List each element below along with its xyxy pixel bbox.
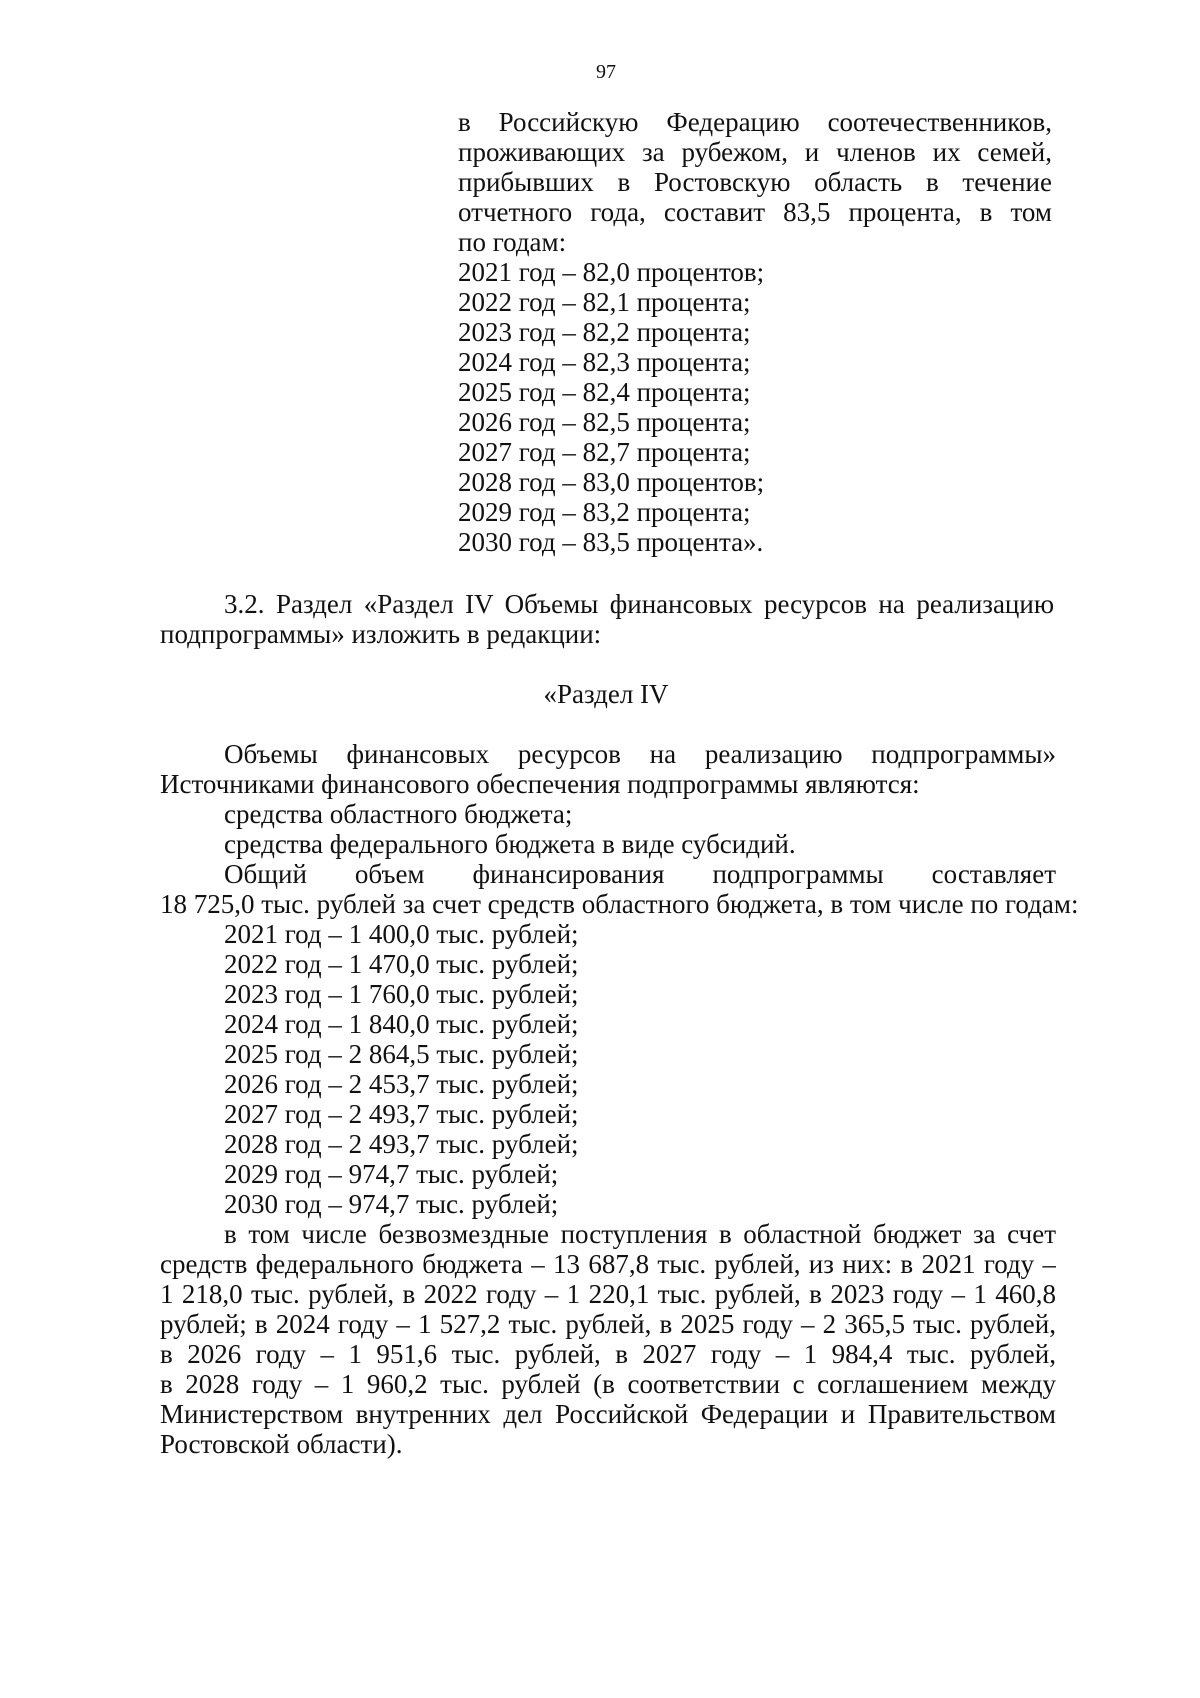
continuation-line: прибывших в Ростовскую область в течение xyxy=(458,167,1052,197)
indicator-year-item: 2026 год – 82,5 процента; xyxy=(458,407,751,437)
funding-year-item: 2027 год – 2 493,7 тыс. рублей; xyxy=(224,1099,579,1129)
funding-year-item: 2022 год – 1 470,0 тыс. рублей; xyxy=(224,949,579,979)
section-heading: «Раздел IV xyxy=(543,679,669,709)
federal-funds-line: средств федерального бюджета – 13 687,8 тыс. рублей, из них: в 2021 году – xyxy=(160,1249,1056,1279)
indicator-year-item: 2021 год – 82,0 процентов; xyxy=(458,257,765,287)
federal-funds-line: в 2026 году – 1 951,6 тыс. рублей, в 2027 году – 1 984,4 тыс. рублей, xyxy=(160,1339,1056,1369)
federal-funds-line: в том числе безвозмездные поступления в областной бюджет за счет xyxy=(224,1219,1056,1249)
clause-line: подпрограммы» изложить в редакции: xyxy=(160,619,602,649)
indicator-year-item: 2023 год – 82,2 процента; xyxy=(458,317,751,347)
section-title: Объемы финансовых ресурсов на реализацию подпрограммы» xyxy=(224,739,1056,769)
funding-year-item: 2026 год – 2 453,7 тыс. рублей; xyxy=(224,1069,579,1099)
funding-year-item: 2024 год – 1 840,0 тыс. рублей; xyxy=(224,1009,579,1039)
indicator-year-item: 2024 год – 82,3 процента; xyxy=(458,347,751,377)
indicator-year-item: 2030 год – 83,5 процента». xyxy=(458,527,764,557)
federal-funds-line: рублей; в 2024 году – 1 527,2 тыс. рублей, в 2025 году – 2 365,5 тыс. рублей, xyxy=(160,1309,1056,1339)
indicator-year-item: 2028 год – 83,0 процентов; xyxy=(458,467,765,497)
funding-year-item: 2028 год – 2 493,7 тыс. рублей; xyxy=(224,1129,579,1159)
clause-line: 3.2. Раздел «Раздел IV Объемы финансовых ресурсов на реализацию xyxy=(224,589,1054,619)
indicator-year-item: 2022 год – 82,1 процента; xyxy=(458,287,751,317)
funding-year-item: 2030 год – 974,7 тыс. рублей; xyxy=(224,1189,559,1219)
federal-funds-line: Министерством внутренних дел Российской Федерации и Правительством xyxy=(160,1399,1056,1429)
federal-funds-line: Ростовской области). xyxy=(160,1429,403,1459)
funding-year-item: 2021 год – 1 400,0 тыс. рублей; xyxy=(224,919,579,949)
total-funding-line: Общий объем финансирования подпрограммы составляет xyxy=(224,859,1056,889)
total-funding-line: 18 725,0 тыс. рублей за счет средств областного бюджета, в том числе по годам: xyxy=(160,889,1079,919)
continuation-line: по годам: xyxy=(458,227,567,257)
continuation-line: проживающих за рубежом, и членов их семей, xyxy=(458,137,1052,167)
source-item: средства областного бюджета; xyxy=(224,799,573,829)
funding-year-item: 2029 год – 974,7 тыс. рублей; xyxy=(224,1159,559,1189)
source-item: средства федерального бюджета в виде субсидий. xyxy=(224,829,796,859)
indicator-year-item: 2025 год – 82,4 процента; xyxy=(458,377,751,407)
federal-funds-line: в 2028 году – 1 960,2 тыс. рублей (в соответствии с соглашением между xyxy=(160,1369,1056,1399)
sources-intro: Источниками финансового обеспечения подпрограммы являются: xyxy=(160,769,920,799)
federal-funds-line: 1 218,0 тыс. рублей, в 2022 году – 1 220,1 тыс. рублей, в 2023 году – 1 460,8 xyxy=(160,1279,1056,1309)
page-number: 97 xyxy=(596,61,616,83)
funding-year-item: 2025 год – 2 864,5 тыс. рублей; xyxy=(224,1039,579,1069)
funding-year-item: 2023 год – 1 760,0 тыс. рублей; xyxy=(224,979,579,1009)
continuation-line: в Российскую Федерацию соотечественников, xyxy=(458,107,1052,137)
indicator-year-item: 2027 год – 82,7 процента; xyxy=(458,437,751,467)
continuation-line: отчетного года, составит 83,5 процента, в том xyxy=(458,197,1052,227)
indicator-year-item: 2029 год – 83,2 процента; xyxy=(458,497,751,527)
